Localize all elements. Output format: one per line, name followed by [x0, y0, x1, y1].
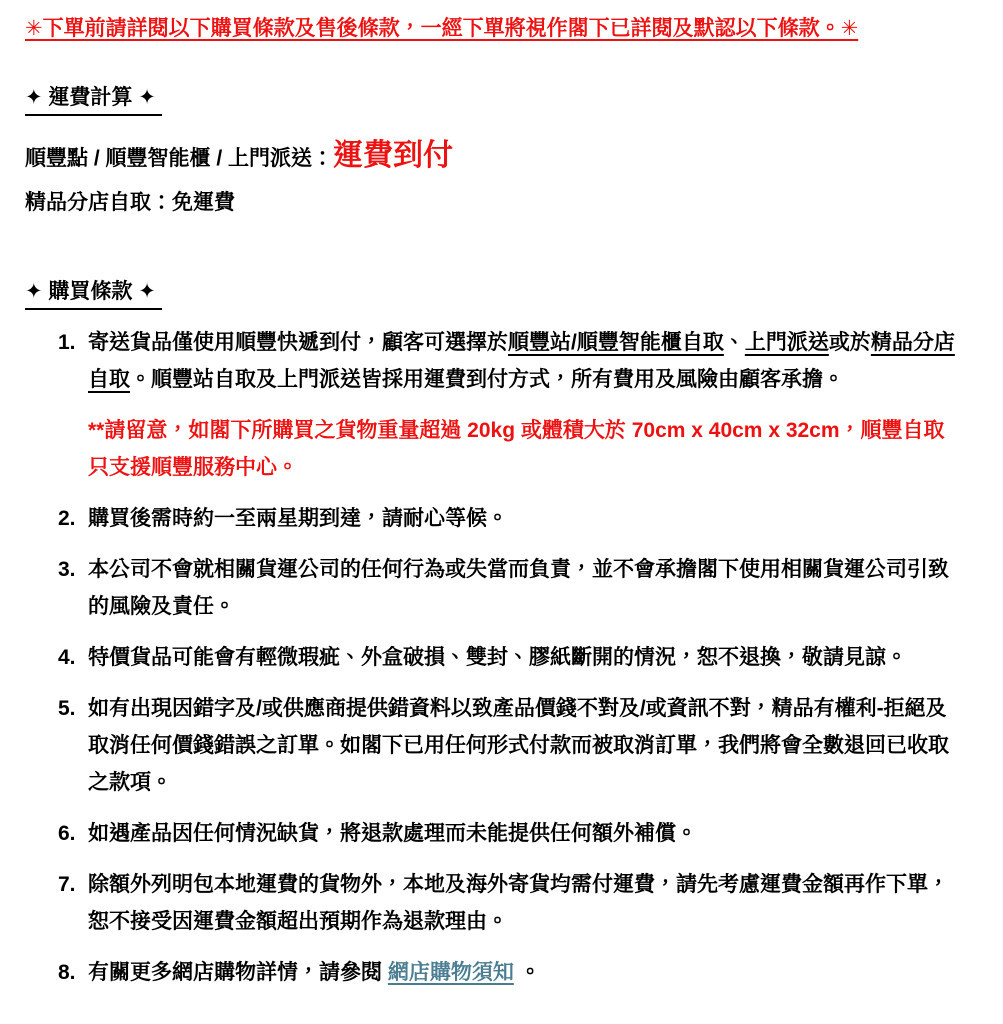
- term-text: [88, 500, 965, 537]
- term-text: [88, 324, 965, 398]
- term-number: 2.: [58, 507, 76, 530]
- term-item: [58, 324, 965, 398]
- terms-list: [58, 324, 965, 991]
- term-text-segment: 如遇產品因任何情況缺貨，將退款處理而未能提供任何額外補償。: [88, 822, 697, 845]
- term-item: [58, 690, 965, 801]
- pre-order-notice: [25, 16, 965, 42]
- term-text: [88, 815, 965, 852]
- term-text-segment: 除額外列明包本地運費的貨物外，本地及海外寄貨均需付運費，請先考慮運費金額再作下單，恕不接受因運費金額超出預期作為退款理由。: [88, 873, 949, 933]
- shipping-methods-line: [25, 138, 965, 177]
- shipping-section-heading: [25, 86, 965, 116]
- term-text-segment: 有關更多網店購物詳情，請參閱: [88, 961, 388, 984]
- term-item: [58, 639, 965, 676]
- store-pickup-line: 精品分店自取：免運費: [25, 191, 235, 214]
- term-item: [58, 551, 965, 625]
- term-text-segment: 或於: [828, 331, 871, 354]
- term-text-segment: 購買後需時約一至兩星期到達，請耐心等候。: [88, 507, 508, 530]
- term-note: [58, 412, 965, 486]
- term-number: [58, 412, 88, 486]
- term-item: [58, 815, 965, 852]
- term-text: [88, 412, 965, 486]
- term-item: [58, 866, 965, 940]
- store-shopping-guide-link[interactable]: 網店購物須知: [387, 961, 514, 984]
- term-text-segment: 。順豐站自取及上門派送皆採用運費到付方式，所有費用及風險由顧客承擔。: [130, 368, 844, 391]
- term-number: 8.: [58, 961, 76, 984]
- term-text: [88, 954, 965, 991]
- term-number: 1.: [58, 331, 76, 354]
- term-text-segment: 本公司不會就相關貨運公司的任何行為或失當而負責，並不會承擔閣下使用相關貨運公司引致的風險及責任。: [88, 558, 949, 618]
- term-number: 4.: [58, 646, 76, 669]
- term-number: 7.: [58, 873, 76, 896]
- term-number: 6.: [58, 822, 76, 845]
- term-text-segment: 順豐站/順豐智能櫃自取: [508, 331, 724, 354]
- term-text-segment: 如有出現因錯字及/或供應商提供錯資料以致產品價錢不對及/或資訊不對，精品有權利-拒絕及取消任何價錢錯誤之訂單。如閣下已用任何形式付款而被取消訂單，我們將會全數退回已收取之款項。: [88, 697, 949, 794]
- freight-collect-value: 運費到付: [333, 139, 454, 172]
- shipping-section-heading-text: ✦ 運費計算 ✦: [25, 86, 162, 116]
- term-text-segment: 精品分店自取: [88, 331, 955, 391]
- terms-section-heading: [25, 280, 965, 310]
- term-text-segment: **請留意，如閣下所購買之貨物重量超過 20kg 或體積大於 70cm x 40cm x 32cm，順豐自取只支援順豐服務中心。: [88, 419, 945, 479]
- term-text-segment: 、: [723, 331, 745, 354]
- term-text-segment: 。: [513, 961, 541, 984]
- shipping-methods-label: 順豐點 / 順豐智能櫃 / 上門派送：: [25, 147, 334, 170]
- term-text: [88, 639, 965, 676]
- term-item: [58, 500, 965, 537]
- terms-section-heading-text: ✦ 購買條款 ✦: [25, 280, 162, 310]
- term-number: 3.: [58, 558, 76, 581]
- term-text-segment: 寄送貨品僅使用順豐快遞到付，顧客可選擇於: [88, 331, 508, 354]
- term-text: [88, 690, 965, 801]
- term-text-segment: 上門派送: [744, 331, 829, 354]
- term-number: 5.: [58, 697, 76, 720]
- term-item: [58, 954, 965, 991]
- term-text: [88, 866, 965, 940]
- pre-order-notice-text: ✳下單前請詳閱以下購買條款及售後條款，一經下單將視作閣下已詳閱及默認以下條款。✳: [25, 17, 859, 40]
- term-text-segment: 特價貨品可能會有輕微瑕疵、外盒破損、雙封、膠紙斷開的情況，恕不退換，敬請見諒。: [88, 646, 907, 669]
- term-text: [88, 551, 965, 625]
